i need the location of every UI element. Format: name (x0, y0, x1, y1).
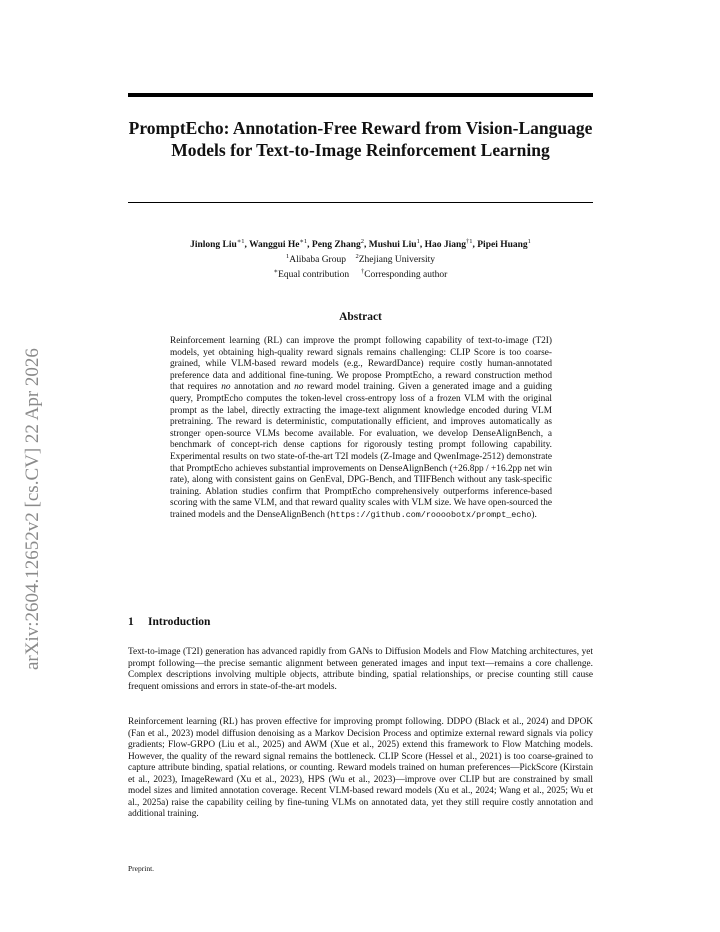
contribution-note (128, 266, 593, 281)
author-affiliation-mark: 1 (416, 238, 420, 245)
author-block (128, 236, 593, 281)
section-heading-introduction (128, 616, 593, 628)
affiliation-alibaba: Alibaba Group (289, 255, 346, 266)
author-name: Hao Jiang (424, 240, 466, 251)
abstract-text: ). (531, 509, 537, 520)
author-name: Wanggui He (249, 240, 300, 251)
equal-contribution-note: Equal contribution (278, 270, 350, 281)
affiliation-zju: Zhejiang University (358, 255, 435, 266)
corresponding-mark: † (360, 268, 365, 276)
abstract-text: annotation and (230, 382, 295, 393)
author-name: Pipei Huang (477, 240, 528, 251)
paper-title: PromptEcho: Annotation-Free Reward from Vision-Language Models for Text-to-Image Reinforcement Learning (128, 118, 593, 160)
github-link[interactable]: https://github.com/roooobotx/prompt_echo (330, 509, 532, 520)
affil-mark: 1 (286, 253, 290, 261)
abstract-emphasis: no (221, 382, 231, 393)
author-affiliation-mark: †1 (466, 238, 473, 245)
author-affiliation-mark: 2 (360, 238, 365, 245)
abstract-text: reward model training. Given a generated image and a guiding query, PromptEcho computes the token-level cross-entropy loss of a frozen VLM with the original prompt as the label, directly extracting the image-text alignment knowledge encoded during VLM pretraining. The reward is deterministic, computationally efficient, and improves automatically as stronger open-source VLMs become available. For evaluation, we develop DenseAlignBench, a benchmark of concept-rich dense captions for rigorously testing prompt following capability. Experimental results on two state-of-the-art T2I models (Z-Image and QwenImage-2512) demonstrate that PromptEcho achieves substantial improvements on DenseAlignBench (+26.8pp / +16.2pp net win rate), along with consistent gains on GenEval, DPG-Bench, and TIIFBench without any task-specific training. Ablation studies confirm that PromptEcho comprehensively outperforms inference-based scoring with the same VLM, and that reward quality scales with VLM size. We have open-sourced the trained models and the DenseAlignBench ( (170, 382, 552, 520)
corresponding-author-note: Corresponding author (364, 270, 448, 281)
section-title: Introduction (148, 616, 211, 628)
author-list: Jinlong Liu$^{∗1}$, Wanggui $He^{∗1}$, Peng Zhang$^2$, Mushui Liu$^1$, Hao Jiang$^{\dagger 1}$, Pipei Huang$^1$ (190, 238, 531, 251)
section-number: 1 (128, 616, 134, 628)
author-name: Peng Zhang (311, 240, 361, 251)
arxiv-identifier: arXiv:2604.12652v2 [cs.CV] 22 Apr 2026 (22, 348, 43, 670)
author-name: Jinlong Liu (190, 240, 237, 251)
equal-mark: ∗ (273, 268, 279, 276)
author-affiliation-mark: 1 (527, 238, 531, 245)
abstract-heading: Abstract (339, 311, 382, 323)
abstract-body (170, 336, 552, 522)
affil-mark: 2 (355, 253, 359, 261)
author-name: Mushui Liu (368, 240, 417, 251)
author-affiliation-mark: ∗1 (299, 238, 308, 245)
affiliation-line (128, 251, 593, 266)
footer-note: Preprint. (128, 864, 155, 873)
title-top-rule (128, 93, 593, 97)
title-bottom-rule (128, 202, 593, 203)
abstract-text: Reinforcement learning (RL) can improve the prompt following capability of text-to-image (T2I) models, yet obtaining high-quality reward signals remains challenging: CLIP Score is too coarse-grained, while VLM-based reward models (e.g., RewardDance) require costly human-annotated preference data and additional fine-tuning. We propose PromptEcho, a reward construction method that requires (170, 336, 552, 393)
intro-paragraph-2: Reinforcement learning (RL) has proven effective for improving prompt following. DDPO (Black et al., 2024) and DPOK (Fan et al., 2023) model diffusion denoising as a Markov Decision Process and optimize external reward signals via policy gradients; Flow-GRPO (Liu et al., 2025) and AWM (Xue et al., 2025) extend this framework to Flow Matching models. However, the quality of the reward signal remains the bottleneck. CLIP Score (Hessel et al., 2021) is too coarse-grained to capture attribute binding, spatial relations, or counting. Reward models trained on human preferences—PickScore (Kirstain et al., 2023), ImageReward (Xu et al., 2023), HPS (Wu et al., 2023)—improve over CLIP but are constrained by small model sizes and limited annotation coverage. Recent VLM-based reward models (Xu et al., 2024; Wang et al., 2025; Wu et al., 2025a) raise the capability ceiling by fine-tuning VLMs on annotated data, yet they still require costly annotation and additional training. (128, 717, 593, 819)
intro-paragraph-1: Text-to-image (T2I) generation has advanced rapidly from GANs to Diffusion Models and Flow Matching architectures, yet prompt following—the precise semantic alignment between generated images and input text—remains a core challenge. Complex descriptions involving multiple objects, attribute binding, spatial relationships, or precise counting still cause frequent omissions and errors in state-of-the-art models. (128, 647, 593, 692)
author-affiliation-mark: ∗1 (236, 238, 245, 245)
abstract-emphasis: no (294, 382, 304, 393)
